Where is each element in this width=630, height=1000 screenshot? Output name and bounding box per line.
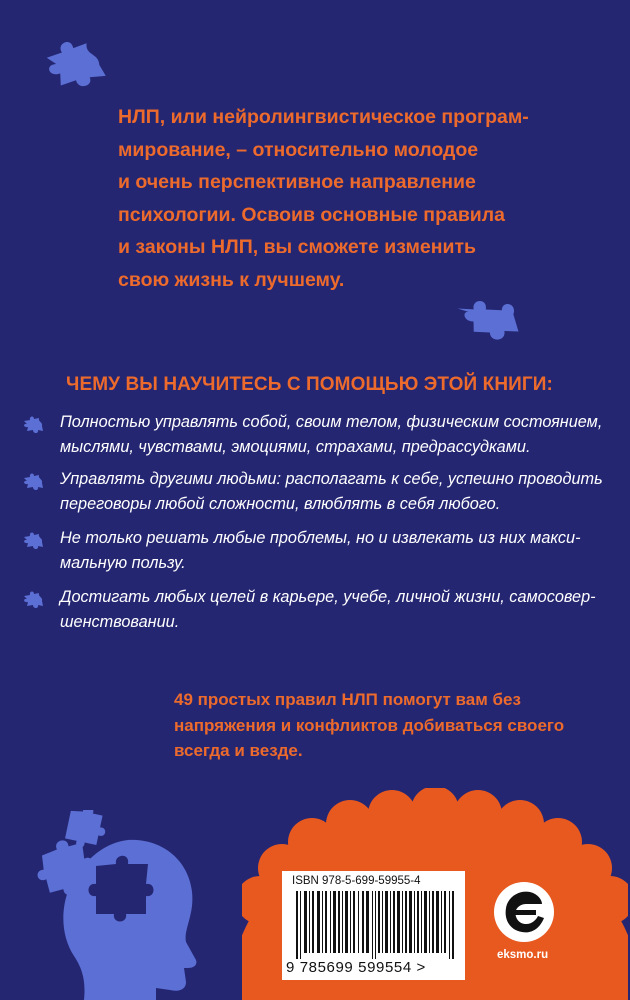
list-item-line: переговоры любой сложности, влюблять в себя любого.	[60, 495, 501, 513]
intro-line: мирование, – относительно молодое	[118, 138, 479, 161]
isbn-number: ISBN 978-5-699-59955-4	[292, 875, 421, 887]
list-item	[60, 526, 600, 576]
list-item-line: Полностью управлять собой, своим телом, физическим состоянием,	[60, 413, 603, 431]
outro-line: 49 простых правил НЛП помогут вам без	[174, 690, 521, 709]
intro-line: психологии. Освоив основные правила	[118, 203, 506, 226]
list-item-line: Достигать любых целей в карьере, учебе, личной жизни, самосовер-	[60, 588, 596, 606]
list-item-line: мыслями, чувствами, эмоциями, страхами, предрассудками.	[60, 438, 531, 456]
publisher-site: eksmo.ru	[497, 949, 549, 961]
intro-line: свою жизнь к лучшему.	[118, 268, 345, 291]
barcode-digits: 9 785699 599554 >	[286, 959, 426, 976]
outro-line: напряжения и конфликтов добиваться своего	[174, 715, 565, 735]
head-silhouette-icon	[28, 810, 218, 1000]
puzzle-bullet-icon	[22, 588, 46, 610]
intro-line: и законы НЛП, вы сможете изменить	[118, 236, 477, 258]
puzzle-piece-icon	[40, 30, 110, 92]
list-item	[60, 585, 600, 635]
eksmo-logo-icon	[492, 880, 556, 944]
list-item	[60, 410, 603, 460]
puzzle-bullet-icon	[22, 470, 46, 492]
intro-line: НЛП, или нейролингвистическое програм-	[118, 106, 529, 128]
barcode-bars	[296, 891, 456, 959]
list-item-line: Не только решать любые проблемы, но и извлекать из них макси-	[60, 529, 581, 547]
outro-paragraph	[174, 687, 564, 764]
list-item	[60, 467, 603, 517]
puzzle-bullet-icon	[22, 413, 46, 435]
list-item-line: мальную пользу.	[60, 554, 186, 572]
list-item-line: Управлять другими людьми: располагать к себе, успешно проводить	[60, 470, 603, 488]
outro-line: всегда и везде.	[174, 741, 303, 760]
intro-paragraph	[118, 101, 558, 296]
puzzle-bullet-icon	[22, 529, 46, 551]
list-item-line: шенствовании.	[60, 613, 180, 631]
barcode	[282, 871, 465, 980]
puzzle-piece-icon	[450, 290, 526, 350]
intro-line: и очень перспективное направление	[118, 171, 476, 193]
section-heading: ЧЕМУ ВЫ НАУЧИТЕСЬ С ПОМОЩЬЮ ЭТОЙ КНИГИ:	[66, 374, 553, 395]
